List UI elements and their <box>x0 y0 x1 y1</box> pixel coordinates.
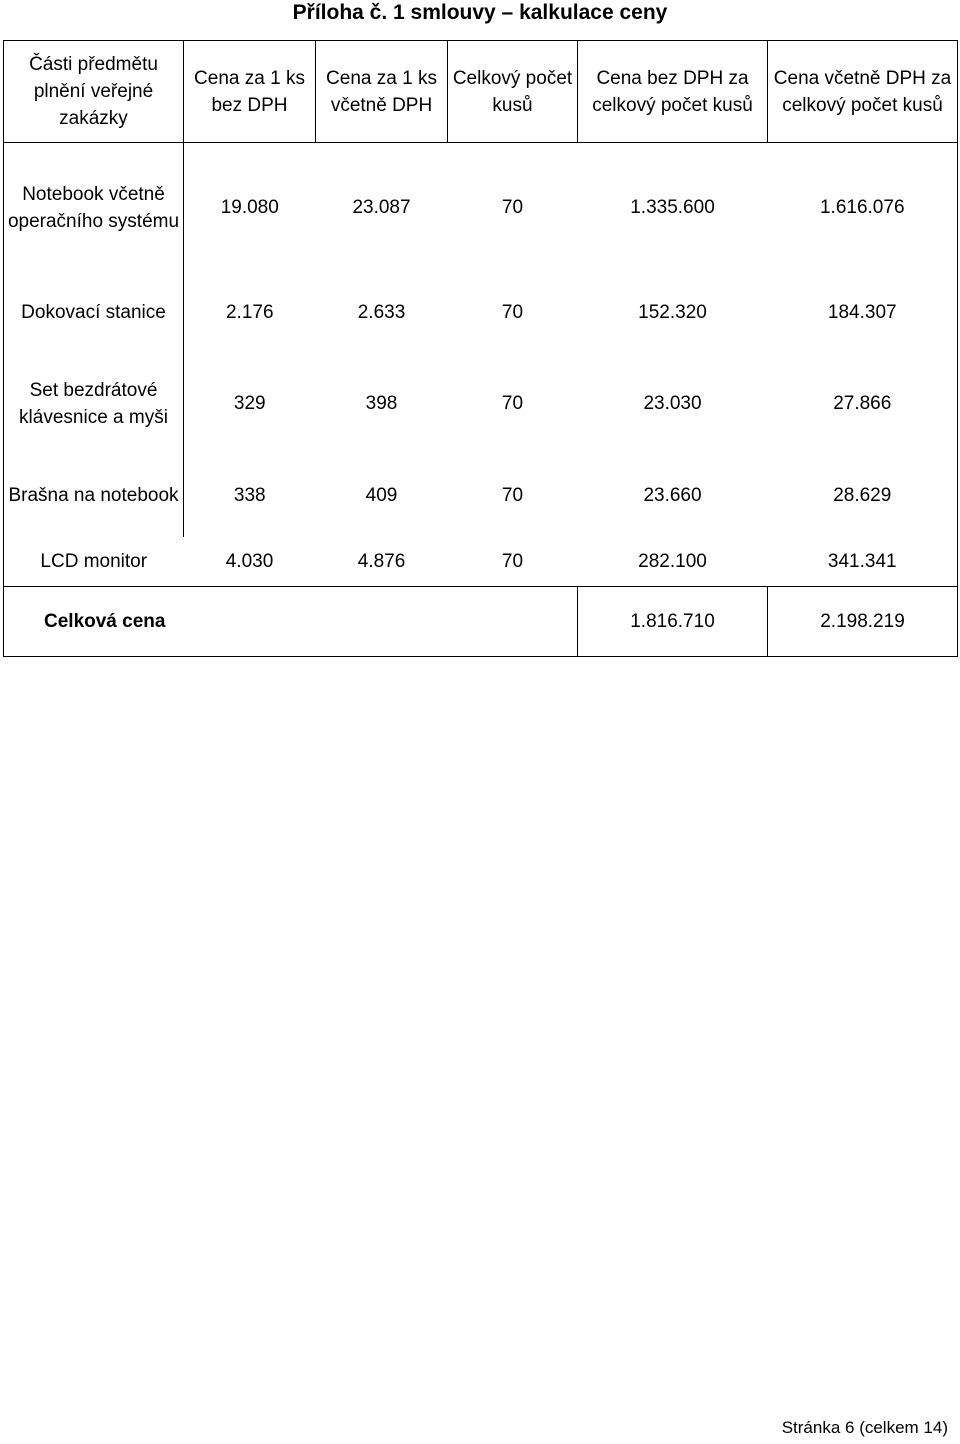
unit-price-inc-vat: 23.087 <box>352 197 411 219</box>
table-row <box>4 537 958 587</box>
row-name: Set bezdrátové klávesnice a myši <box>4 353 184 455</box>
total-row <box>4 587 958 657</box>
total-price-inc-vat: 28.629 <box>768 455 958 537</box>
col-header-total-inc-vat: Cena včetně DPH za celkový počet kusů <box>768 41 958 143</box>
col-header-unit-inc-vat: Cena za 1 ks včetně DPH <box>316 41 448 143</box>
total-price-inc-vat: 27.866 <box>768 353 958 455</box>
col-header-unit-ex-vat: Cena za 1 ks bez DPH <box>184 41 316 143</box>
unit-price-inc-vat: 2.633 <box>357 302 406 323</box>
col-header-quantity: Celkový počet kusů <box>448 41 578 143</box>
unit-price-inc-vat: 409 <box>365 485 398 506</box>
quantity: 70 <box>501 393 524 414</box>
page-footer: Stránka 6 (celkem 14) <box>781 1418 948 1437</box>
total-price-ex-vat: 23.660 <box>643 485 702 506</box>
unit-price-inc-vat: 398 <box>365 393 398 414</box>
quantity: 70 <box>448 537 578 587</box>
table-row <box>4 353 958 455</box>
col-header-total-ex-vat: Cena bez DPH za celkový počet kusů <box>578 41 768 143</box>
unit-price-ex-vat: 19.080 <box>220 197 279 219</box>
total-price-ex-vat: 1.335.600 <box>630 197 715 219</box>
quantity: 70 <box>501 302 524 323</box>
total-price-inc-vat: 341.341 <box>768 537 958 587</box>
total-price-ex-vat: 152.320 <box>638 302 707 323</box>
row-name: LCD monitor <box>4 537 184 587</box>
price-calculation-table <box>3 40 958 657</box>
unit-price-ex-vat: 2.176 <box>225 302 274 323</box>
total-sum-ex-vat: 1.816.710 <box>578 587 768 657</box>
table-row <box>4 273 958 353</box>
row-name: Dokovací stanice <box>4 273 184 353</box>
header-row <box>4 41 958 143</box>
total-price-ex-vat: 282.100 <box>578 537 768 587</box>
total-sum-inc-vat: 2.198.219 <box>768 587 958 657</box>
total-label: Celková cena <box>4 587 578 657</box>
unit-price-ex-vat: 338 <box>233 485 266 506</box>
row-name: Notebook včetně operačního systému <box>4 143 184 273</box>
table-row <box>4 455 958 537</box>
quantity: 70 <box>501 485 524 506</box>
col-header-part: Části předmětu plnění veřejné zakázky <box>4 41 184 143</box>
unit-price-inc-vat: 4.876 <box>316 537 448 587</box>
quantity: 70 <box>501 197 524 219</box>
total-price-inc-vat: 184.307 <box>768 273 958 353</box>
unit-price-ex-vat: 329 <box>233 393 266 414</box>
table-row <box>4 143 958 273</box>
unit-price-ex-vat: 4.030 <box>184 537 316 587</box>
total-price-inc-vat: 1.616.076 <box>768 143 958 273</box>
page-title: Příloha č. 1 smlouvy – kalkulace ceny <box>292 1 668 24</box>
total-price-ex-vat: 23.030 <box>643 393 702 414</box>
row-name: Brašna na notebook <box>4 455 184 537</box>
